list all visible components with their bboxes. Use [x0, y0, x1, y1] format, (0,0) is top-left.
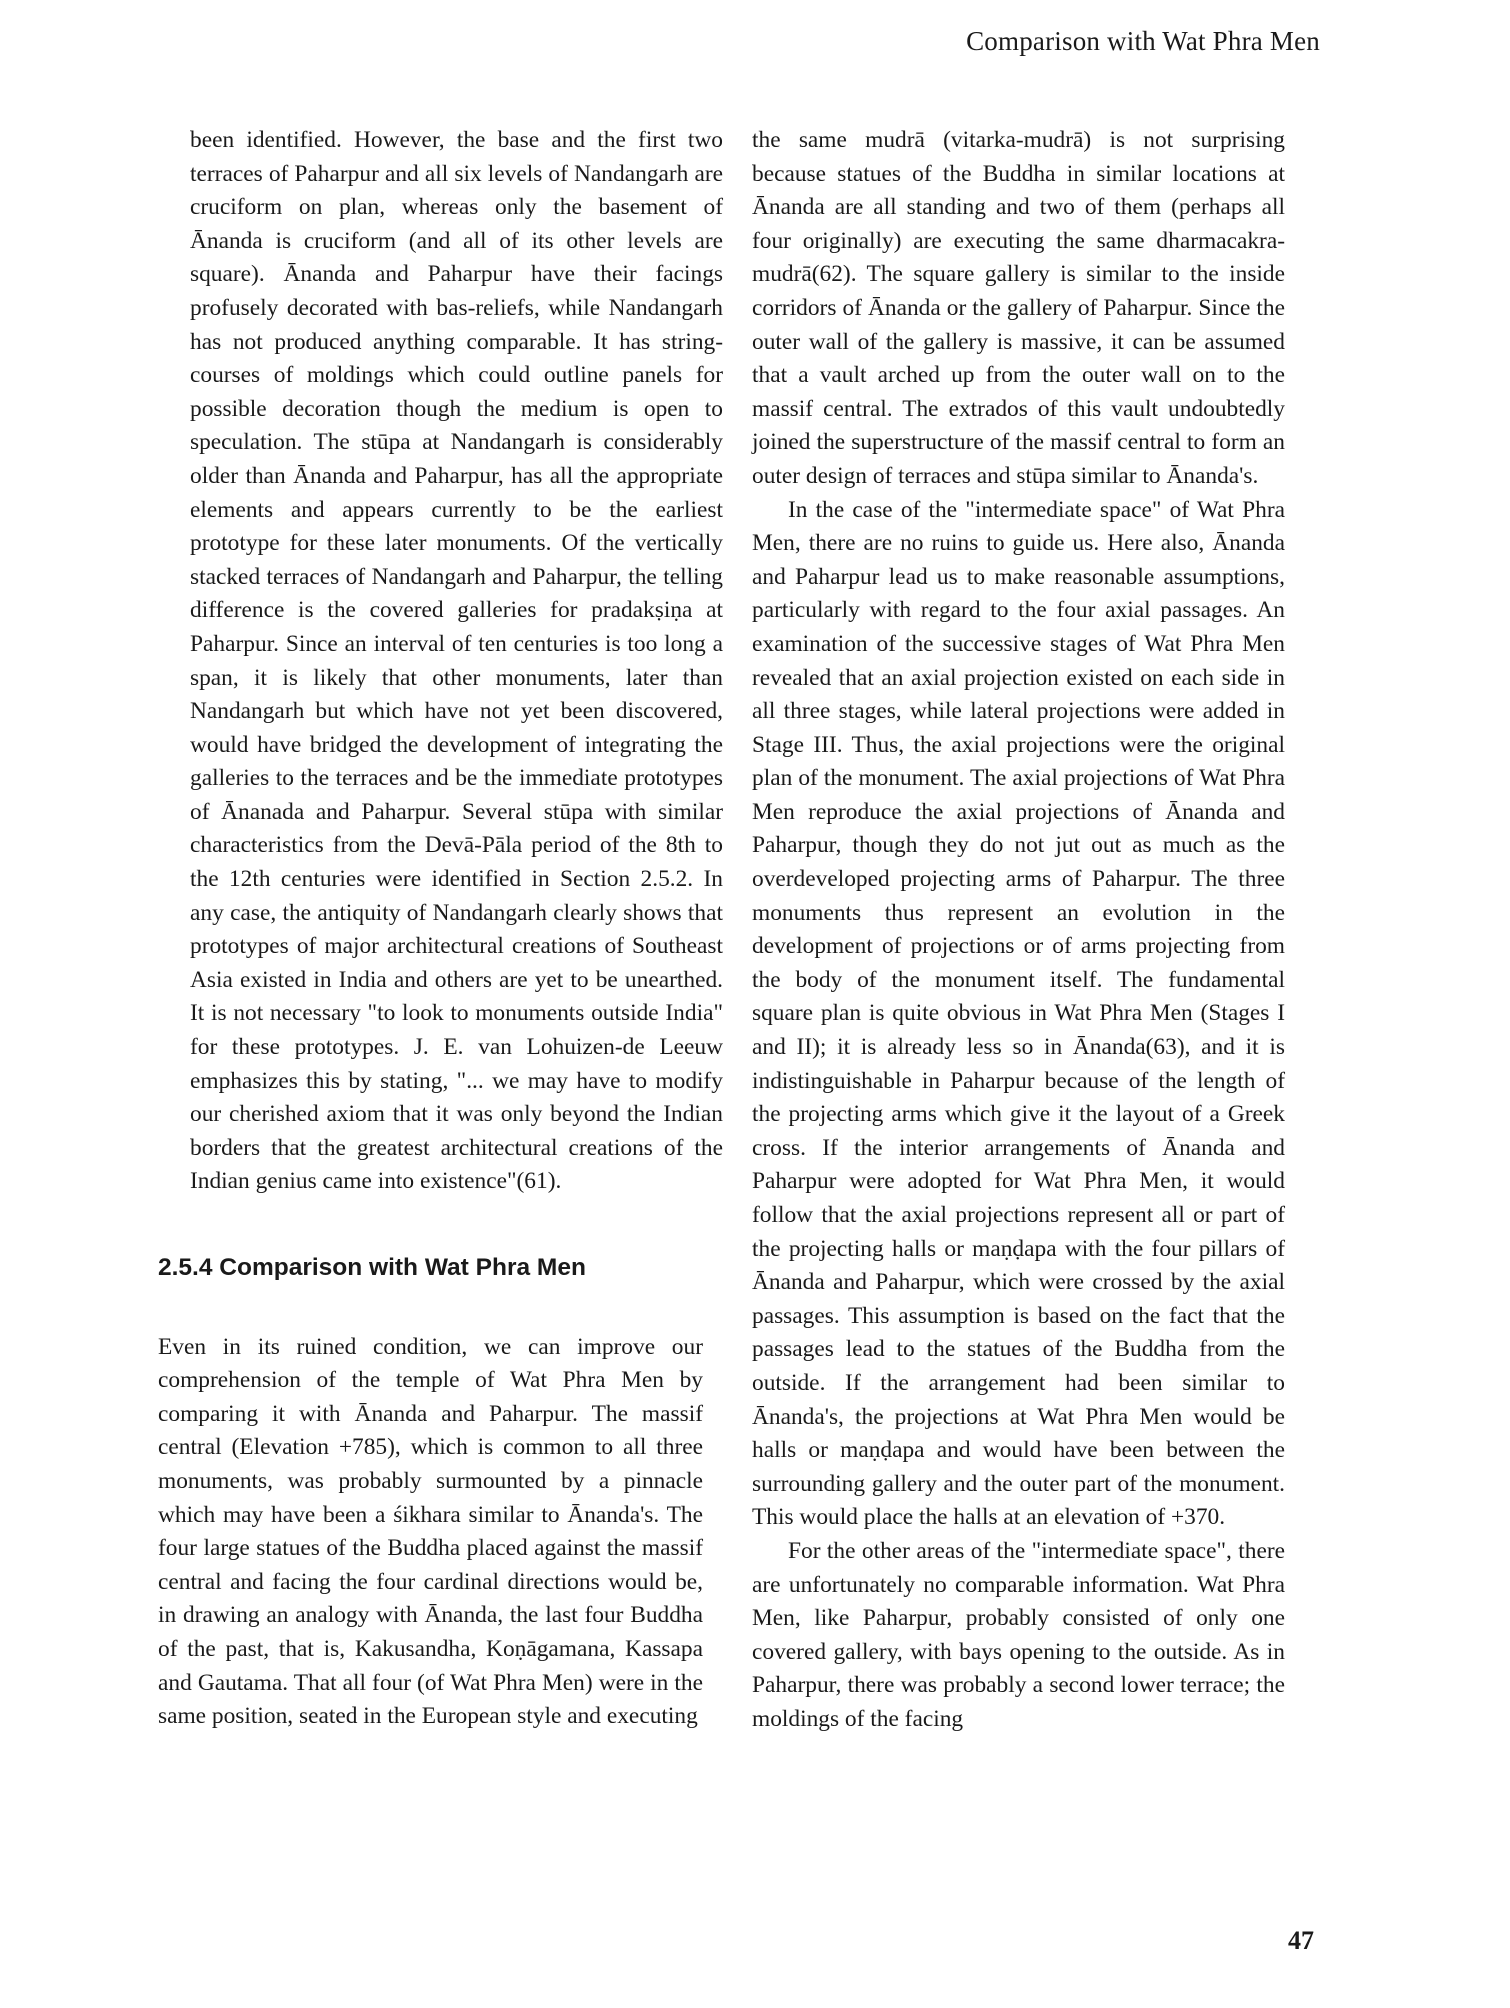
right-column — [752, 124, 1285, 1737]
page-number: 47 — [1288, 1926, 1314, 1955]
right-paragraph-1: the same mudrā (vitarka-mudrā) is not surprising because statues of the Buddha in similar locations at Ānanda are all standing and two of them (perhaps all four originally) are executing the same dharmacakra-mudrā(62). The square gallery is similar to the inside corridors of Ānanda or the gallery of Paharpur. Since the outer wall of the gallery is massive, it can be assumed that a vault arched up from the outer wall on to the massif central. The extrados of this vault undoubtedly joined the superstructure of the massif central to form an outer design of terraces and stūpa similar to Ānanda's. — [752, 127, 1285, 489]
left-paragraph-1: been identified. However, the base and the first two terraces of Paharpur and all six levels of Nandangarh are cruciform on plan, whereas only the basement of Ānanda is cruciform (and all of its other levels are square). Ānanda and Paharpur have their facings profusely decorated with bas-reliefs, while Nandangarh has not produced anything comparable. It has string-courses of moldings which could outline panels for possible decoration though the medium is open to speculation. The stūpa at Nandangarh is considerably older than Ānanda and Paharpur, has all the appropriate elements and appears currently to be the earliest prototype for these later monuments. Of the vertically stacked terraces of Nandangarh and Paharpur, the telling difference is the covered galleries for pradakṣiṇa at Paharpur. Since an interval of ten centuries is too long a span, it is likely that other monuments, later than Nandangarh but which have not yet been discovered, would have bridged the development of integrating the galleries to the terraces and be the immediate prototypes of Ānanada and Paharpur. Several stūpa with similar characteristics from the Devā-Pāla period of the 8th to the 12th centuries were identified in Section 2.5.2. In any case, the antiquity of Nandangarh clearly shows that prototypes of major architectural creations of Southeast Asia existed in India and others are yet to be unearthed. It is not necessary "to look to monuments outside India" for these prototypes. J. E. van Lohuizen-de Leeuw emphasizes this by stating, "... we may have to modify our cherished axiom that it was only beyond the Indian borders that the greatest architectural creations of the Indian genius came into existence"(61). — [190, 127, 723, 1195]
section-heading: 2.5.4 Comparison with Wat Phra Men — [158, 1254, 586, 1281]
running-head: Comparison with Wat Phra Men — [966, 26, 1320, 56]
right-paragraph-3: For the other areas of the "intermediate space", there are unfortunately no comparable information. Wat Phra Men, like Paharpur, probably consisted of only one covered gallery, with bays opening to the outside. As in Paharpur, there was probably a second lower terrace; the moldings of the facing — [752, 1537, 1285, 1732]
left-column — [158, 124, 723, 1734]
left-paragraph-2: Even in its ruined condition, we can improve our comprehension of the temple of Wat Phra Men by comparing it with Ānanda and Paharpur. The massif central (Elevation +785), which is common to all three monuments, was probably surmounted by a pinnacle which may have been a śikhara similar to Ānanda's. The four large statues of the Buddha placed against the massif central and facing the four cardinal directions would be, in drawing an analogy with Ānanda, the last four Buddha of the past, that is, Kakusandha, Koṇāgamana, Kassapa and Gautama. That all four (of Wat Phra Men) were in the same position, seated in the European style and executing — [158, 1333, 703, 1730]
left-lower-block — [158, 1251, 703, 1734]
right-paragraph-2: In the case of the "intermediate space" of Wat Phra Men, there are no ruins to guide us. Here also, Ānanda and Paharpur lead us to make reasonable assumptions, particularly with regard to the four axial passages. An examination of the successive stages of Wat Phra Men revealed that an axial projection existed on each side in all three stages, while lateral projections were added in Stage III. Thus, the axial projections were the original plan of the monument. The axial projections of Wat Phra Men reproduce the axial projections of Ānanda and Paharpur, though they do not jut out as much as the overdeveloped projecting arms of Paharpur. The three monuments thus represent an evolution in the development of projections or of arms projecting from the body of the monument itself. The fundamental square plan is quite obvious in Wat Phra Men (Stages I and II); it is already less so in Ānanda(63), and it is indistinguishable in Paharpur because of the length of the projecting arms which give it the layout of a Greek cross. If the interior arrangements of Ānanda and Paharpur were adopted for Wat Phra Men, it would follow that the axial projections represent all or part of the projecting halls or maṇḍapa with the four pillars of Ānanda and Paharpur, which were crossed by the axial passages. This assumption is based on the fact that the passages lead to the statues of the Buddha from the outside. If the arrangement had been similar to Ānanda's, the projections at Wat Phra Men would be halls or maṇḍapa and would have been between the surrounding gallery and the outer part of the monument. This would place the halls at an elevation of +370. — [752, 496, 1285, 1531]
